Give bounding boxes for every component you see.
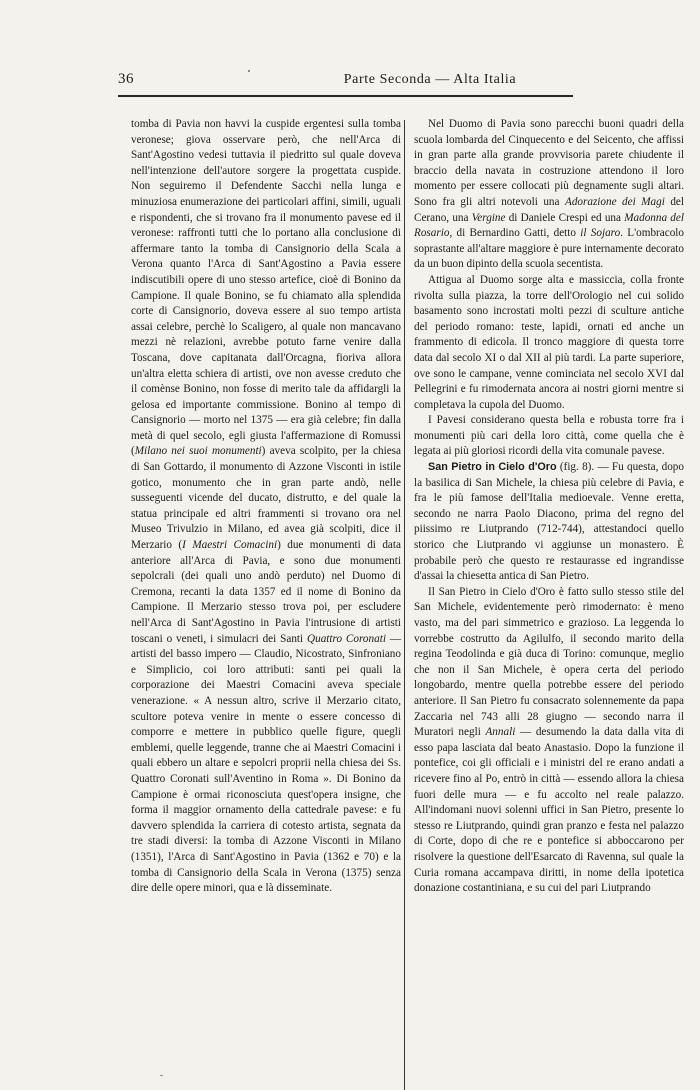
text-run: . L'ombracolo soprastante all'altare maggiore è pure internamente decorato da un buon dipinto della scuola secentista. (414, 227, 684, 271)
text-run: — artisti del basso impero — Claudio, Nicostrato, Sinfroniano e Simplicio, coi loro attributi: santi pei quali la corporazione dei Maestri Comacini aveva speciale venerazione. « A nessun altro, scrive il Merzario citato, scultore poteva venire in mente o essere concesso di comporre e mettere in pubblico quelle figure, quegli emblemi, quelle leggende, tranne che ai Maestri Comacini i quali ebbero un altare e sepolcri proprii nella chiesa dei Ss. Quattro Coronati sull'Aventino in Roma ». Di Bonino da Campione è ormai riconosciuta quest'opera insigne, che forma il maggior ornamento della cattedrale pavese: e fu davvero splendida la carriera di cotesto artista, segnata da tre stadi diversi: la tomba di Azzone Visconti in Milano (1351), l'Arca di Sant'Agostino in Pavia (1362 e 70) e la tomba di Cansignorio della Scala in Verona (1375) senza dire delle opere minori, qua e là disseminate. (131, 632, 402, 895)
text-run: Il San Pietro in Cielo d'Oro è fatto sullo stesso stile del San Michele, evidentemente però rimodernato: è meno vasto, ma del pari simmetrico e grazioso. La leggenda lo vorrebbe costrutto da Agilulfo, il secondo marito della regina Teodolinda e già duca di Torino: comunque, meglio che non il San Michele, è opera certa del periodo longobardo, mentre quella potrebbe essere del periodo anteriore. Il San Pietro fu consacrato solennemente da papa Zaccaria nel 743 alli 28 giugno — secondo narra il Muratori negli (414, 585, 684, 739)
right-paragraph-duomo (414, 117, 684, 273)
header-rule (118, 95, 573, 97)
section-heading: San Pietro in Cielo d'Oro (428, 461, 557, 474)
text-run: , di Bernardino Gatti, detto (449, 227, 581, 240)
italic-title: Quattro Coronati (307, 632, 386, 645)
right-paragraph-pavesi: I Pavesi considerano questa bella e robusta torre fra i monumenti più cari della loro città, come quella che è legata ai più gloriosi ricordi della vita comunale pavese. (414, 414, 684, 458)
text-run: (fig. 8). — Fu questa, dopo la basilica di San Michele, la chiesa più celebre di Pavia, e fra le più famose dell'Italia medioevale. Venne eretta, secondo ne narra Paolo Diacono, prima del regno del piissimo re Liutprando (712-744), attestandoci quello storico che Liutprando vi aggiunse un monastero. È probabile però che questo re restaurasse ed ingrandisse d'assai la chiesetta antica di San Pietro. (414, 461, 684, 583)
text-run: ) due monumenti di data anteriore all'Arca di Pavia, e sono due monumenti sepolcrali (dei quali uno andò perduto) nel Duomo di Cremona, recanti la data 1357 ed il nome di Bonino da Campione. Il Merzario stesso trova poi, per escludere nell'Arca di Sant'Agostino in Pavia l'intrusione di artisti toscani o veneti, i simulacri dei Santi (131, 539, 401, 645)
italic-title: Adorazione dei Magi (564, 195, 665, 208)
page-number: 36 (118, 71, 134, 87)
italic-title: Vergine (471, 211, 506, 224)
text-run: ) aveva scolpito, per la chiesa di San Gottardo, il monumento di Azzone Visconti in istile gotico, monumento che in gran parte andò, nelle susseguenti vicende del ducato, distrutto, e del quale la statua principale ed altri frammenti si trovano ora nel Museo Trivulzio in Milano, ed avea già scolpiti, dice il Merzario ( (131, 445, 401, 552)
text-run: tomba di Pavia non havvi la cuspide ergentesi sulla tomba veronese; giova osservare però, che nell'Arca di Sant'Agostino vedesi tuttavia il piedritto sul quale doveva nell'intenzione dell'autore sorgere la progettata cuspide. Non seguiremo il Defendente Sacchi nella lunga e minuziosa enumerazione dei particolari affini, simili, uguali e rispondenti, che si trovano fra il monumento pavese ed il veronese: raffronti tutti che lo portano alla conclusione di affermare tanto la tomba di Cansignorio della Scala a Verona quanto l'Arca di Sant'Agostino a Pavia essere indiscutibili opere di uno stesso artefice, cioè di Bonino da Campione. Il quale Bonino, se fu chiamato alla splendida corte di Cansignorio, doveva essere al suo tempo artista assai celebre, perchè lo Scaligero, al quale non mancavano mezzi nè relazioni, avrebbe potuto farne venire dalla Toscana, dove capitanata dall'Orcagna, fioriva allora un'altra eletta schiera di artisti, ove non avesse creduto che il comènse Bonino, non fosse di merito tale da affidargli la gelosa ed importante commissione. Bonino al tempo di Cansignorio — morto nel 1375 — era già celebre; fin dalla metà di quel secolo, egli giusta l'affermazione di Romussi ( (131, 118, 401, 458)
text-run: Nel Duomo di Pavia sono parecchi buoni quadri della scuola lombarda del Cinquecento e del Seicento, che affissi in gran parte alla grande provvisoria parete chiudente il braccio della navata in costruzione attendono il loro momento per essere collocati più degnamente sugli altari. Sono fra gli altri notevoli una (414, 118, 684, 208)
italic-title: Annali (485, 726, 516, 739)
right-paragraph-san-pietro (414, 460, 684, 585)
right-column (414, 117, 684, 897)
running-head: Parte Seconda — Alta Italia (343, 72, 517, 87)
italic-title: I Maestri Comacini (182, 539, 278, 552)
italic-title: Milano nei suoi monumenti (134, 445, 262, 458)
left-paragraph (131, 117, 401, 897)
text-run: di Daniele Crespi ed una (505, 211, 625, 224)
text-run: del Cerano, una (414, 195, 684, 224)
print-speck (160, 1075, 163, 1076)
right-paragraph-torre: Attigua al Duomo sorge alta e massiccia, colla fronte rivolta sulla piazza, la torre dell'Orologio nel cui solido basamento sono incrostati molti pezzi di sculture antiche del periodo romano: teste, lapidi, ornati ed anche un frammento di edicola. Il tronco maggiore di questa torre data dal secolo XI o dal XII al più tardi. La parte superiore, ove sono le campane, venne cominciata nel secolo XVI dal Pellegrini e fu rimodernata ancora ai nostri giorni mentre si completava la cupola del Duomo. (414, 273, 684, 411)
left-column (131, 117, 401, 897)
text-run: — desumendo la data dalla vita di esso papa lasciata dal beato Anastasio. Dopo la funzione il pontefice, coi gli officiali e i ministri del re erano andati a ricevere fino al Po, entrò in città — essendo allora la chiesa fuori delle mura — e fu accolto nel reale palazzo. All'indomani nuovi solenni uffici in San Pietro, presente lo stesso re Liutprando, quindi gran pranzo e festa nel palazzo di Corte, dopo di che re e pontefice si abboccarono per risolvere la questione dell'Esarcato di Ravenna, sul quale la Curia romana accampava diritti, in nome della ipotetica donazione costantiniana, e su cui del pari Liutprando (414, 726, 684, 895)
print-speck (248, 70, 250, 72)
italic-title: Madonna del Rosario (414, 211, 684, 240)
italic-title: il Sojaro (580, 227, 621, 240)
right-paragraph-san-pietro-stile (414, 585, 684, 897)
column-divider (404, 120, 405, 1090)
